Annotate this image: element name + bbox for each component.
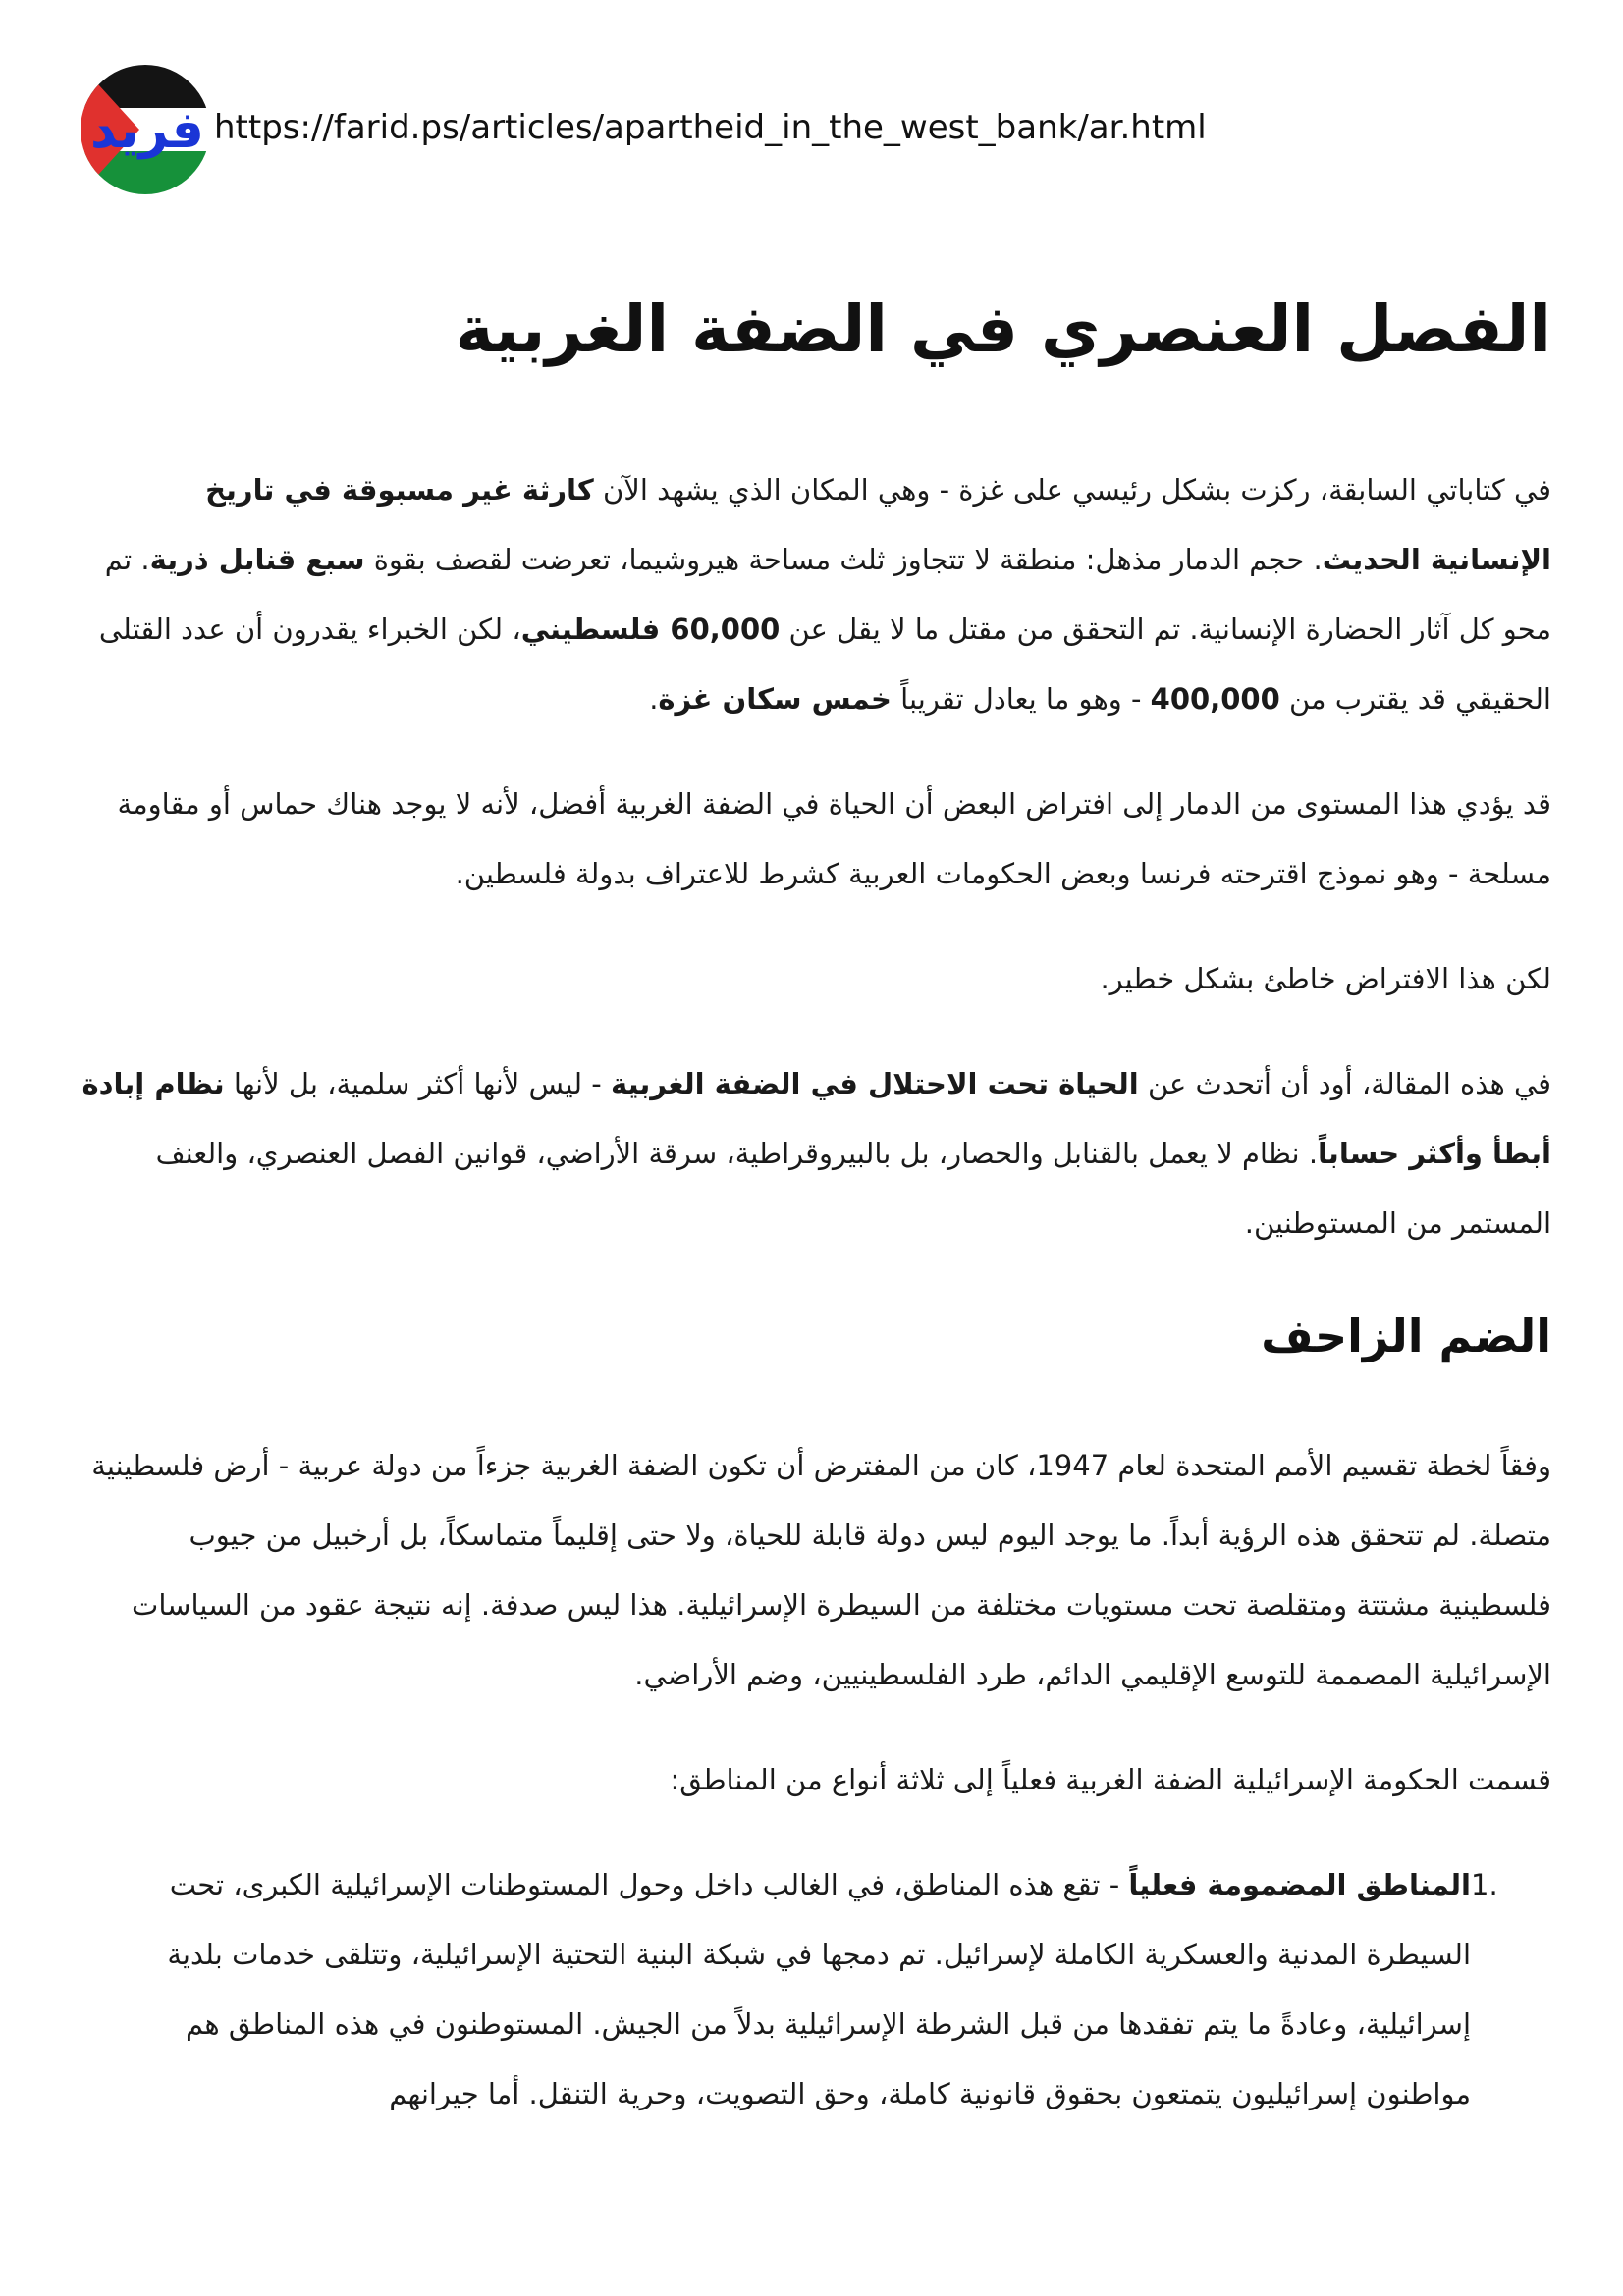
p1-text-1: في كتاباتي السابقة، ركزت بشكل رئيسي على غزة - وهي المكان الذي يشهد الآن: [593, 473, 1551, 507]
p1-text-2: . حجم الدمار مذهل: منطقة لا تتجاوز ثلث مساحة هيروشيما، تعرضت لقصف بقوة: [364, 543, 1323, 576]
p1-text-6: .: [649, 682, 659, 716]
logo-text: فريد: [90, 101, 204, 160]
p1-bold-1: كارثة غير مسبوقة في تاريخ الإنسانية الحديث: [205, 473, 1551, 576]
p4-text-1: في هذه المقالة، أود أن أتحدث عن: [1138, 1067, 1551, 1100]
list-item-number: 1.: [1471, 1868, 1498, 1901]
p1-text-5: - وهو ما يعادل تقريباً: [891, 682, 1151, 716]
p1-bold-2: سبع قنابل ذرية: [149, 543, 365, 576]
p4-bold-1: الحياة تحت الاحتلال في الضفة الغربية: [610, 1067, 1139, 1100]
p1-bold-3: 60,000 فلسطيني: [520, 613, 781, 646]
paragraph-dangerous: لكن هذا الافتراض خاطئ بشكل خطير.: [1100, 962, 1551, 995]
p4-bold-2: نظام إبادة أبطأ وأكثر حساباً: [81, 1067, 1551, 1170]
section-heading: الضم الزاحف: [1261, 1309, 1551, 1362]
p4-text-3: . نظام لا يعمل بالقنابل والحصار، بل بالبيروقراطية، سرقة الأراضي، قوانين الفصل العنصري، والعنف المستمر من المستوطنين.: [155, 1137, 1551, 1240]
page-header: [79, 63, 1551, 200]
p1-text-4: ، لكن الخبراء يقدرون أن عدد القتلى الحقيقي قد يقترب من: [98, 613, 1551, 716]
page-url[interactable]: https://farid.ps/articles/apartheid_in_the_west_bank/ar.html: [214, 108, 1207, 147]
paragraph-intro: [81, 455, 1551, 734]
list-item: [81, 1850, 1551, 2129]
paragraph-west-bank-assumption: قد يؤدي هذا المستوى من الدمار إلى افتراض البعض أن الحياة في الضفة الغربية أفضل، لأنه لا يوجد هناك حماس أو مقاومة مسلحة - وهو نموذج اقترحته فرنسا وبعض الحكومات العربية كشرط للاعتراف بدولة فلسطين.: [117, 787, 1551, 890]
paragraph-partition-plan: وفقاً لخطة تقسيم الأمم المتحدة لعام 1947، كان من المفترض أن تكون الضفة الغربية جزءاً من دولة عربية - أرض فلسطينية متصلة. لم تتحقق هذه الرؤية أبداً. ما يوجد اليوم ليس دولة قابلة للحياة، ولا حتى إقليماً متماسكاً، بل أرخبيل من جيوب فلسطينية مشتتة ومتقلصة تحت مستويات مختلفة من السيطرة الإسرائيلية. هذا ليس صدفة. إنه نتيجة عقود من السياسات الإسرائيلية المصممة للتوسع الإقليمي الدائم، طرد الفلسطينيين، وضم الأراضي.: [91, 1449, 1551, 1691]
paragraph-zones-intro: قسمت الحكومة الإسرائيلية الضفة الغربية فعلياً إلى ثلاثة أنواع من المناطق:: [670, 1763, 1551, 1796]
p1-text-3: . تم محو كل آثار الحضارة الإنسانية. تم التحقق من مقتل ما لا يقل عن: [104, 543, 1551, 646]
article-title: الفصل العنصري في الضفة الغربية: [455, 292, 1551, 367]
p1-bold-5: خمس سكان غزة: [658, 682, 892, 716]
zones-list: [81, 1850, 1551, 2129]
list-item-bold: المناطق المضمومة فعلياً: [1128, 1868, 1471, 1901]
p1-bold-4: 400,000: [1150, 682, 1280, 716]
paragraph-purpose: [81, 1049, 1551, 1258]
list-item-text: - تقع هذه المناطق، في الغالب داخل وحول المستوطنات الإسرائيلية الكبرى، تحت السيطرة المدنية والعسكرية الكاملة لإسرائيل. تم دمجها في شبكة البنية التحتية الإسرائيلية، وتتلقى خدمات بلدية إسرائيلية، وعادةً ما يتم تفقدها من قبل الشرطة الإسرائيلية بدلاً من الجيش. المستوطنون في هذه المناطق هم مواطنون إسرائيليون يتمتعون بحقوق قانونية كاملة، وحق التصويت، وحرية التنقل. أما جيرانهم: [167, 1868, 1471, 2110]
farid-logo[interactable]: [79, 63, 212, 196]
p4-text-2: - ليس لأنها أكثر سلمية، بل لأنها: [224, 1067, 611, 1100]
article: [81, 283, 1551, 2129]
